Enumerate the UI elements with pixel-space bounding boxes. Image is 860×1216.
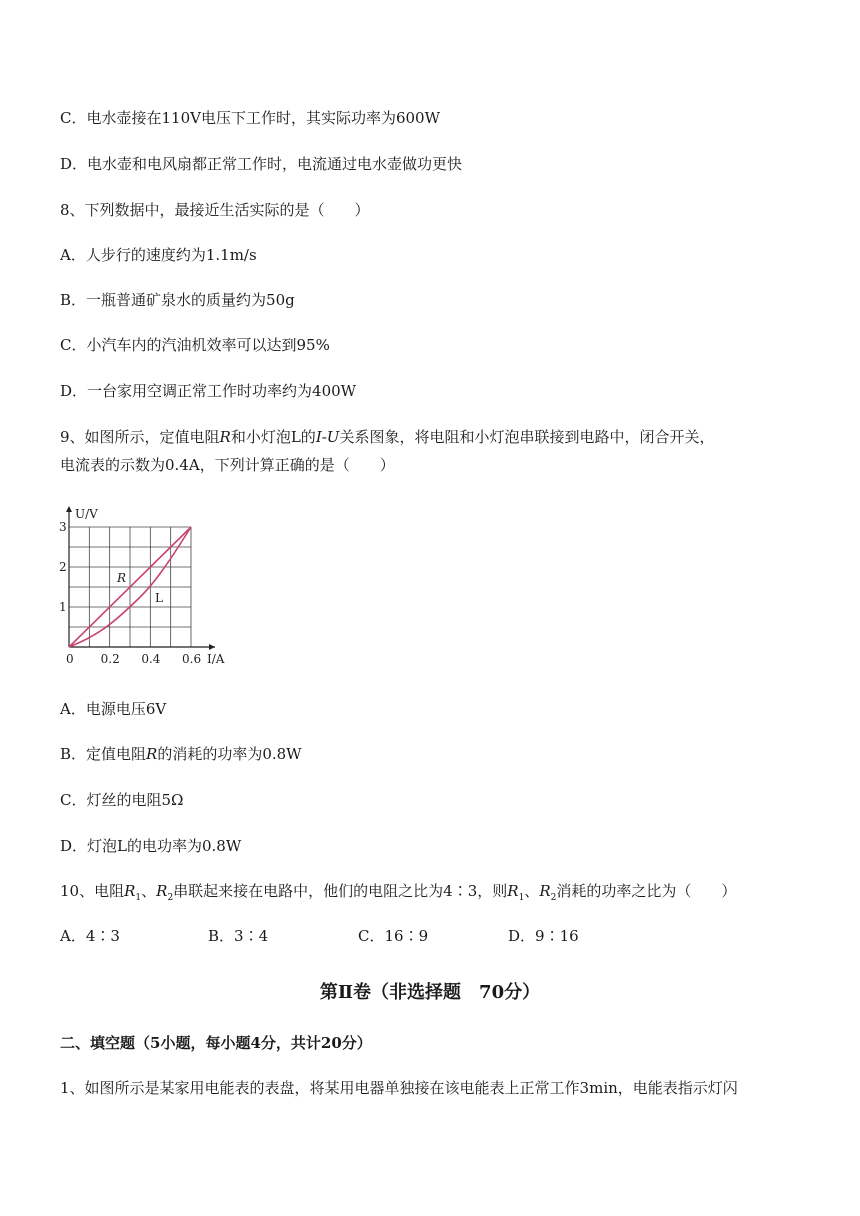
iu-graph — [55, 500, 235, 670]
q10-option-b: B．3∶4 — [208, 927, 269, 945]
x-tick-label: 0.6 — [182, 652, 202, 666]
q8-option-c: C．小汽车内的汽油机效率可以达到95% — [60, 336, 330, 354]
q8-stem: 8、下列数据中，最接近生活实际的是（ ） — [60, 201, 370, 219]
q8-option-b: B．一瓶普通矿泉水的质量约为50g — [60, 291, 295, 309]
q10-option-a: A．4∶3 — [60, 927, 120, 945]
section-title: 第Ⅱ卷（非选择题 70分） — [319, 982, 541, 1003]
q9-option-a: A．电源电压6V — [60, 700, 167, 718]
q9-option-b: B．定值电阻R的消耗的功率为0.8W — [60, 745, 302, 763]
q10-option-d: D．9∶16 — [508, 927, 579, 945]
q10-option-c: C．16∶9 — [358, 927, 429, 945]
y-tick-label: 3 — [59, 520, 67, 534]
y-axis-label: U/V — [75, 507, 98, 521]
x-tick-label: 0.4 — [141, 652, 161, 666]
x-tick-label: 0.2 — [100, 652, 120, 666]
y-axis-arrow — [66, 506, 72, 512]
q7-option-c: C．电水壶接在110V电压下工作时，其实际功率为600W — [60, 109, 440, 127]
q7-option-d: D．电水壶和电风扇都正常工作时，电流通过电水壶做功更快 — [60, 155, 463, 173]
fill-blank-heading: 二、填空题（5小题，每小题4分，共计20分） — [60, 1034, 372, 1052]
q9-option-d: D．灯泡L的电功率为0.8W — [60, 837, 242, 855]
x-axis-arrow — [209, 644, 215, 650]
q10-stem: 10、电阻$R_1$、$R_2$串联起来接在电路中，他们的电阻之比为4∶3，则$R_1$、$R_2$消耗的功率之比为（ ） — [60, 882, 737, 903]
q9-option-c: C．灯丝的电阻5Ω — [60, 791, 184, 809]
y-tick-label: 1 — [59, 600, 67, 614]
q9-stem-line2: 电流表的示数为0.4A，下列计算正确的是（ ） — [60, 456, 395, 474]
y-tick-label: 2 — [59, 560, 67, 574]
q8-option-d: D．一台家用空调正常工作时功率约为400W — [60, 382, 357, 400]
q9-stem-line1: 9、如图所示，定值电阻R和小灯泡L的I-U关系图象，将电阻和小灯泡串联接到电路中，闭合开关， — [60, 428, 715, 446]
x-tick-label: 0 — [66, 652, 74, 666]
fill-q1-stem: 1、如图所示是某家用电能表的表盘，将某用电器单独接在该电能表上正常工作3min，电能表指示灯闪 — [60, 1079, 738, 1097]
series-l-label: L — [155, 591, 163, 605]
q8-option-a: A．人步行的速度约为1.1m/s — [60, 246, 257, 264]
series-r-label: R — [117, 571, 127, 585]
x-axis-label: I/A — [207, 652, 225, 666]
q10-options — [60, 925, 820, 947]
